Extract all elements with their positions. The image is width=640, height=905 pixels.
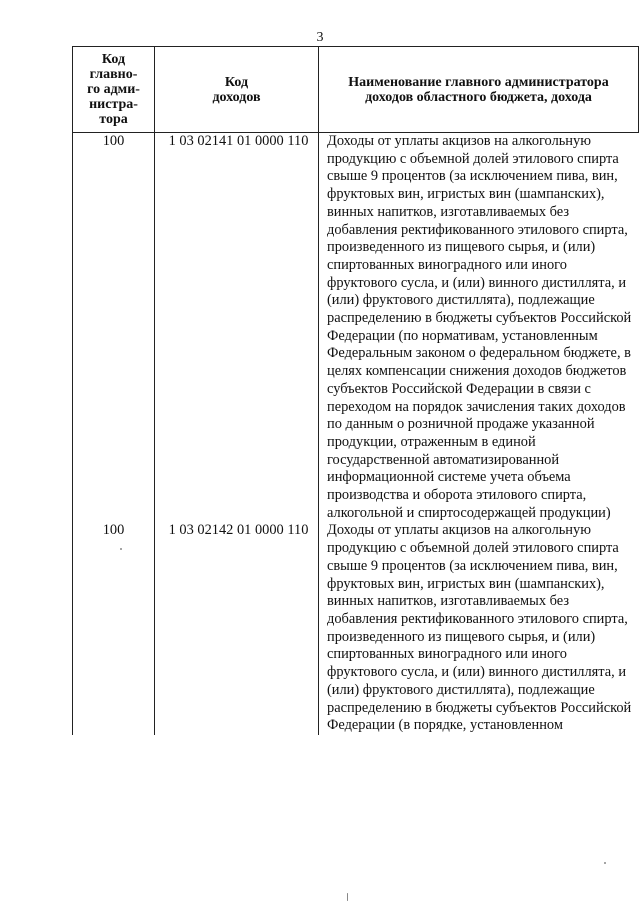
- header-name: Наименование главного администратора доходов областного бюджета, дохода: [319, 47, 639, 133]
- header-income-code: Код доходов: [155, 47, 319, 133]
- revenue-codes-table: [72, 46, 639, 735]
- scan-speck: [120, 548, 122, 550]
- row-description: Доходы от уплаты акцизов на алкогольную продукцию с объемной долей этилового спирта свыше 9 процентов (за исключением пива, вин, фруктовых вин, игристых вин (шампанских), винных напитков, изготавливаемых без добавления ректификованного этилового спирта, произведенного из пищевого сырья, и (или) спиртованных виноградного или иного фруктового сусла, и (или) винного дистиллята, и (или) фруктового дистиллята), подлежащие распределению в бюджеты субъектов Российской Федерации (в порядке, установленном: [319, 522, 639, 734]
- row-income-code: 1 03 02142 01 0000 110: [155, 522, 319, 734]
- table-header-row: [73, 47, 639, 133]
- row-admin-code: 100: [73, 133, 155, 523]
- table-row: [73, 522, 639, 734]
- row-admin-code: 100: [73, 522, 155, 734]
- page-number: 3: [316, 30, 324, 45]
- row-income-code: 1 03 02141 01 0000 110: [155, 133, 319, 523]
- scan-speck: [347, 893, 348, 901]
- header-admin-code: Код главно- го адми- нистра- тора: [73, 47, 155, 133]
- row-description: Доходы от уплаты акцизов на алкогольную продукцию с объемной долей этилового спирта свыше 9 процентов (за исключением пива, вин, фруктовых вин, игристых вин (шампанских), винных напитков, изготавливаемых без добавления ректификованного этилового спирта, произведенного из пищевого сырья, и (или) спиртованных виноградного или иного фруктового сусла, и (или) винного дистиллята, и (или) фруктового дистиллята), подлежащие распределению в бюджеты субъектов Российской Федерации (по нормативам, установленным Федеральным законом о федеральном бюджете, в целях компенсации снижения доходов бюджетов субъектов Российской Федерации в связи с переходом на порядок зачисления таких доходов по данным о розничной продаже указанной продукции, отраженным в единой государственной автоматизированной информационной системе учета объема производства и оборота этилового спирта, алкогольной и спиртосодержащей продукции): [319, 133, 639, 523]
- scan-speck: [604, 862, 606, 864]
- table-row: [73, 133, 639, 523]
